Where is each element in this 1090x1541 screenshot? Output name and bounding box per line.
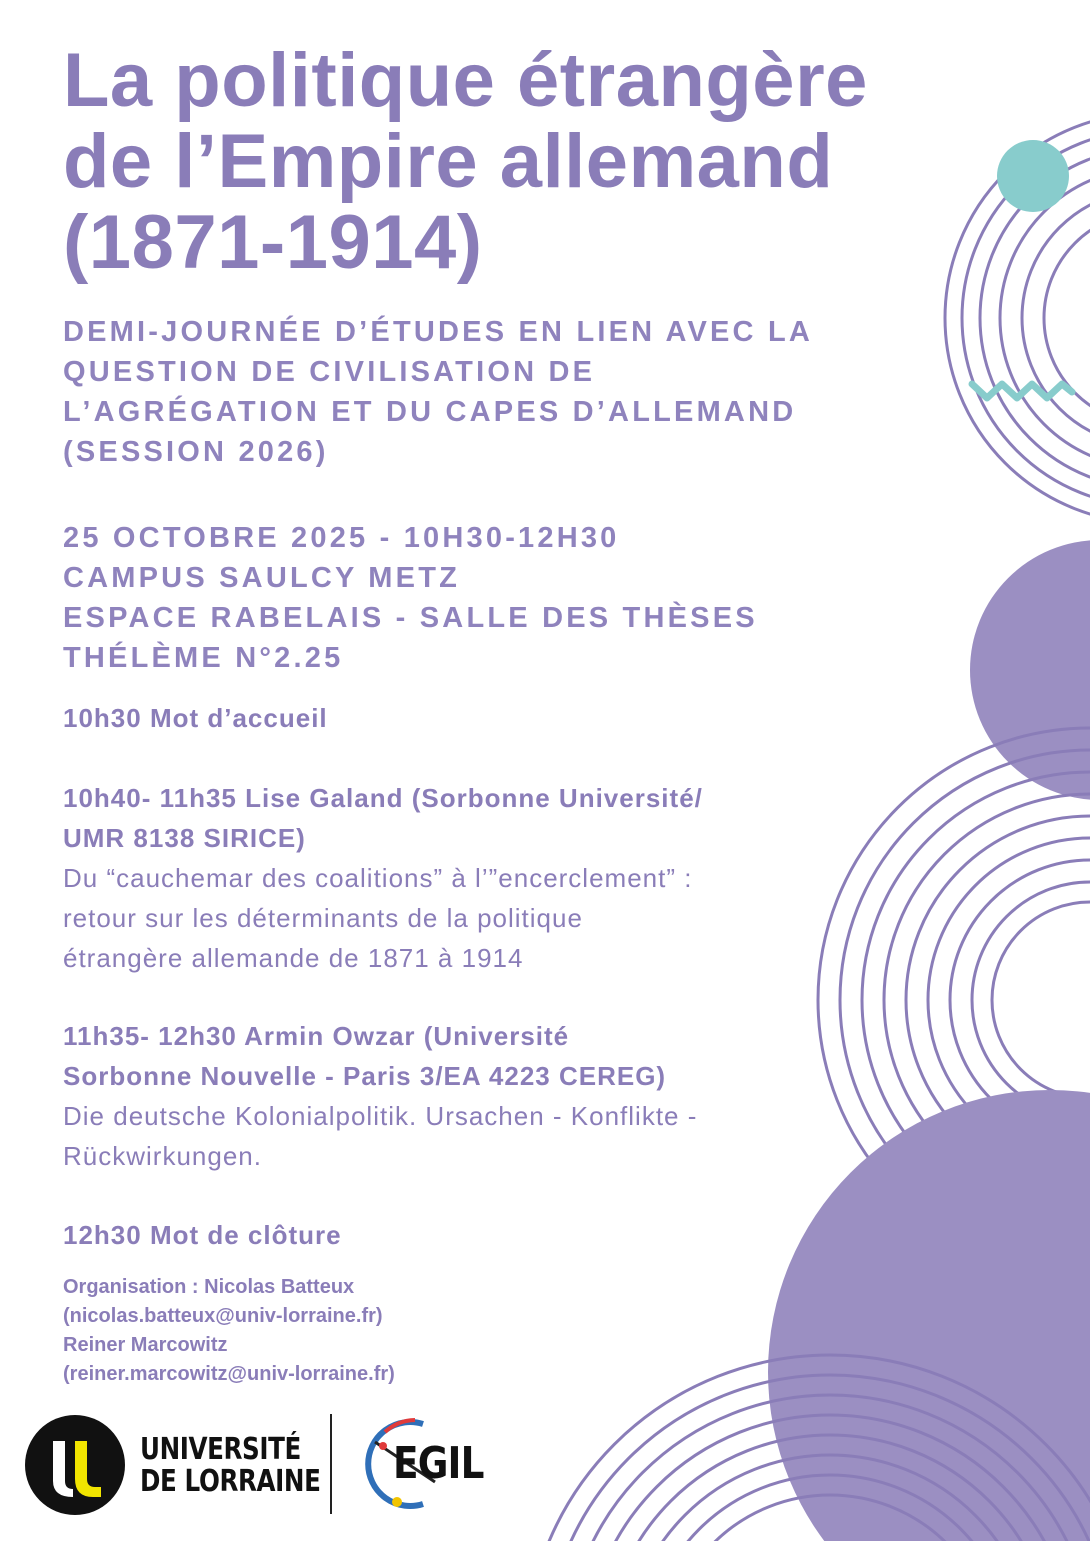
title-line: (1871-1914) [63, 200, 483, 285]
subtitle-line: L’AGRÉGATION ET DU CAPES D’ALLEMAND [63, 396, 797, 428]
talk-1-title: Du “cauchemar des coalitions” à l’”encerclement” : [63, 863, 693, 893]
talk-1-title: étrangère allemande de 1871 à 1914 [63, 943, 524, 973]
welcome-text: 10h30 Mot d’accueil [63, 703, 328, 733]
subtitle-line: (SESSION 2026) [63, 436, 329, 468]
logo-divider [330, 1414, 332, 1514]
ul-wordmark-line: UNIVERSITÉ [140, 1432, 301, 1467]
ul-mark-icon [25, 1415, 125, 1515]
talk-2-header: 11h35- 12h30 Armin Owzar (Université [63, 1021, 570, 1051]
subtitle-line: QUESTION DE CIVILISATION DE [63, 356, 596, 388]
program-talk-2 [63, 1016, 697, 1176]
talk-1-header: UMR 8138 SIRICE) [63, 823, 306, 853]
subtitle [63, 312, 813, 472]
talk-1-title: retour sur les déterminants de la politique [63, 903, 583, 933]
logo-bar [25, 1412, 505, 1517]
program-talk-1 [63, 778, 703, 978]
title-line: La politique étrangère [63, 38, 868, 123]
talk-1-header: 10h40- 11h35 Lise Galand (Sorbonne Université/ [63, 783, 703, 813]
organiser-2: Reiner Marcowitz [63, 1334, 228, 1356]
event-info [63, 518, 758, 678]
program-welcome [63, 698, 328, 738]
event-room-number: THÉLÈME N°2.25 [63, 642, 344, 674]
program-closing [63, 1215, 342, 1255]
closing-text: 12h30 Mot de clôture [63, 1220, 342, 1250]
teal-dot [997, 140, 1069, 212]
event-date: 25 OCTOBRE 2025 - 10H30-12H30 [63, 522, 620, 554]
ul-wordmark-line: DE LORRAINE [140, 1464, 321, 1499]
poster-title [63, 40, 868, 283]
egil-wordmark: EGIL [393, 1438, 484, 1489]
universite-lorraine-wordmark [140, 1434, 320, 1498]
talk-2-header: Sorbonne Nouvelle - Paris 3/EA 4223 CEREG) [63, 1061, 667, 1091]
talk-2-title: Rückwirkungen. [63, 1141, 262, 1171]
subtitle-line: DEMI-JOURNÉE D’ÉTUDES EN LIEN AVEC LA [63, 316, 814, 348]
bottom-filled-circle [768, 1090, 1090, 1541]
universite-lorraine-logo [25, 1415, 125, 1515]
organiser-1: Organisation : Nicolas Batteux [63, 1276, 355, 1298]
organisation [63, 1273, 395, 1389]
organiser-2-email: (reiner.marcowitz@univ-lorraine.fr) [63, 1363, 395, 1385]
talk-2-title: Die deutsche Kolonialpolitik. Ursachen - Konflikte - [63, 1101, 698, 1131]
organiser-1-email: (nicolas.batteux@univ-lorraine.fr) [63, 1305, 383, 1327]
event-room: ESPACE RABELAIS - SALLE DES THÈSES [63, 602, 758, 634]
teal-zigzag [972, 384, 1072, 398]
title-line: de l’Empire allemand [63, 119, 834, 204]
event-campus: CAMPUS SAULCY METZ [63, 562, 461, 594]
middle-filled-circle [970, 540, 1090, 800]
